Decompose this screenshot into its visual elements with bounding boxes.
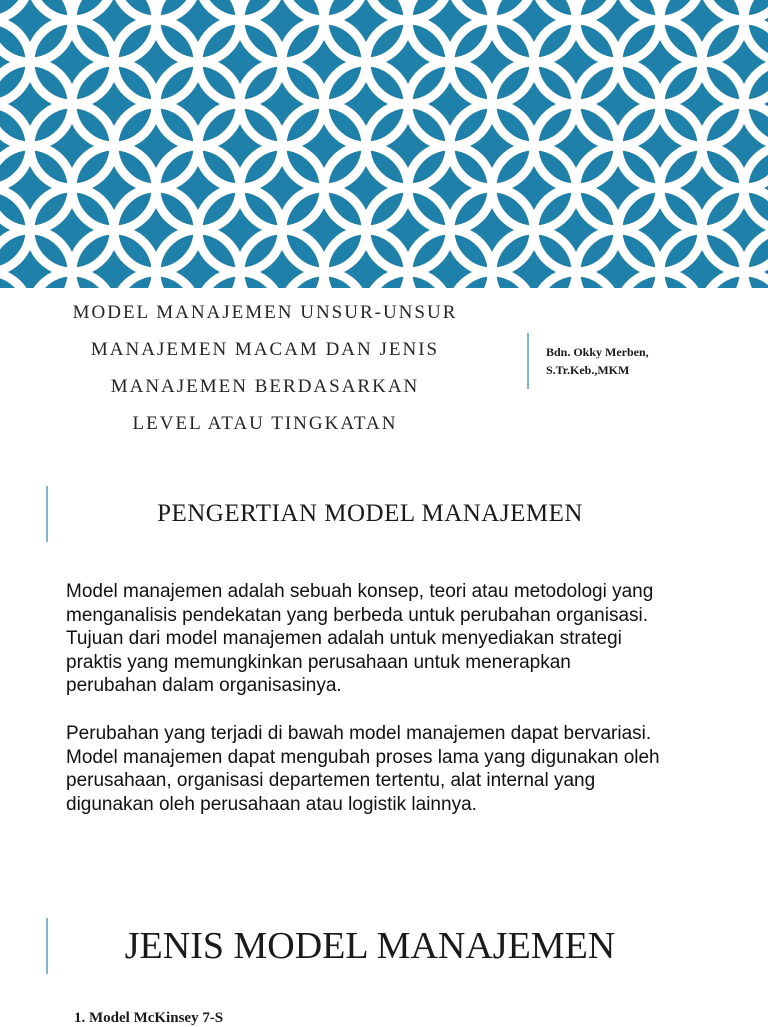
vertical-divider bbox=[527, 333, 529, 389]
slide1-title bbox=[40, 294, 490, 442]
author-credentials: S.Tr.Keb.,MKM bbox=[546, 363, 630, 377]
paragraph-variation: Perubahan yang terjadi di bawah model manajemen dapat bervariasi. Model manajemen dapat mengubah proses lama yang digunakan oleh perusahaan, organisasi departemen tertentu, alat internal yang digunakan oleh perusahaan atau logistik lainnya. bbox=[66, 723, 660, 815]
author-name: Bdn. Okky Merben, bbox=[546, 345, 649, 359]
title-line: MODEL MANAJEMEN UNSUR-UNSUR bbox=[72, 302, 458, 323]
list-item: 1. Model McKinsey 7-S bbox=[74, 1010, 224, 1026]
title-line: MANAJEMEN MACAM DAN JENIS bbox=[90, 339, 440, 360]
paragraph-definition: Model manajemen adalah sebuah konsep, teori atau metodologi yang menganalisis pendekatan yang berbeda untuk perubahan organisasi. Tujuan dari model manajemen adalah untuk menyediakan strategi praktis yang memungkinkan perusahaan untuk menerapkan perubahan dalam organisasinya. bbox=[66, 581, 654, 696]
decorative-pattern-banner bbox=[0, 0, 768, 288]
author-info bbox=[546, 343, 746, 379]
section-title-jenis: JENIS MODEL MANAJEMEN bbox=[124, 925, 616, 967]
section-accent-line bbox=[46, 486, 48, 542]
title-line: LEVEL ATAU TINGKATAN bbox=[132, 413, 398, 434]
title-line: MANAJEMEN BERDASARKAN bbox=[110, 376, 420, 397]
section-title-pengertian: PENGERTIAN MODEL MANAJEMEN bbox=[157, 500, 583, 527]
section-accent-line bbox=[46, 918, 48, 974]
